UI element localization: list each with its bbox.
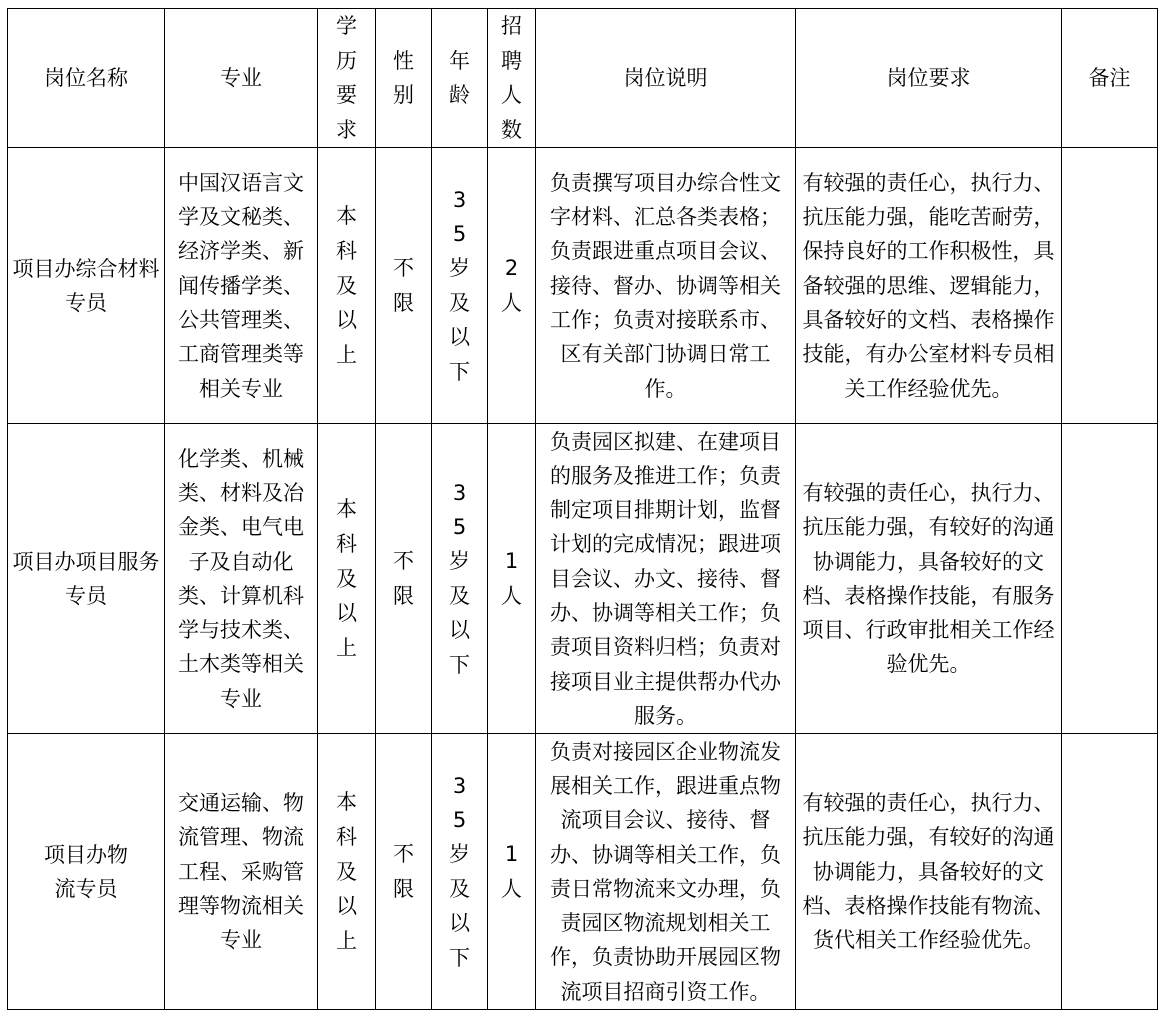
cell-gender-text: 不限 <box>393 842 414 901</box>
cell-remarks <box>1062 734 1158 1010</box>
cell-education-text: 本科及以上 <box>336 790 357 953</box>
header-remarks: 备注 <box>1062 9 1158 148</box>
cell-major: 交通运输、物流管理、物流工程、采购管理等物流相关专业 <box>165 734 318 1010</box>
cell-name <box>8 734 165 1010</box>
header-requirements: 岗位要求 <box>796 9 1062 148</box>
cell-name <box>8 148 165 424</box>
cell-name-text: 项目办项目服务专员 <box>12 549 160 608</box>
cell-description: 负责对接园区企业物流发展相关工作，跟进重点物流项目会议、接待、督办、协调等相关工作，负责日常物流来文办理，负责园区物流规划相关工作，负责协助开展园区物流项目招商引资工作。 <box>536 734 796 1010</box>
cell-requirements: 有较强的责任心，执行力、抗压能力强，有较好的沟通协调能力，具备较好的文档、表格操作技能，有服务项目、行政审批相关工作经验优先。 <box>796 424 1062 734</box>
cell-gender <box>376 424 432 734</box>
header-age <box>432 9 488 148</box>
cell-education-text: 本科及以上 <box>336 204 357 367</box>
header-gender-text: 性别 <box>393 48 414 108</box>
header-row <box>8 9 1158 148</box>
cell-count <box>488 148 536 424</box>
header-age-text: 年龄 <box>449 48 470 108</box>
cell-education <box>318 148 376 424</box>
cell-gender <box>376 148 432 424</box>
cell-count-text: 2人 <box>501 256 522 315</box>
cell-age-text: 35岁及以下 <box>449 187 470 384</box>
cell-description: 负责园区拟建、在建项目的服务及推进工作；负责制定项目排期计划，监督计划的完成情况；跟进项目会议、办文、接待、督办、协调等相关工作；负责项目资料归档；负责对接项目业主提供帮办代办服务。 <box>536 424 796 734</box>
cell-count-text: 1人 <box>501 549 522 608</box>
cell-name-text: 项目办物流专员 <box>44 842 128 901</box>
cell-remarks <box>1062 148 1158 424</box>
header-count <box>488 9 536 148</box>
cell-gender-text: 不限 <box>393 549 414 608</box>
cell-age-text: 35岁及以下 <box>449 773 470 970</box>
cell-gender-text: 不限 <box>393 256 414 315</box>
header-gender <box>376 9 432 148</box>
cell-requirements: 有较强的责任心，执行力、抗压能力强，有较好的沟通协调能力，具备较好的文档、表格操作技能有物流、货代相关工作经验优先。 <box>796 734 1062 1010</box>
cell-education <box>318 734 376 1010</box>
cell-gender <box>376 734 432 1010</box>
cell-name-text: 项目办综合材料专员 <box>12 256 160 315</box>
cell-major: 化学类、机械类、材料及冶金类、电气电子及自动化类、计算机科学与技术类、土木类等相关专业 <box>165 424 318 734</box>
table-row <box>8 734 1158 1010</box>
recruitment-table <box>7 8 1158 1010</box>
cell-age <box>432 148 488 424</box>
cell-description: 负责撰写项目办综合性文字材料、汇总各类表格；负责跟进重点项目会议、接待、督办、协调等相关工作；负责对接联系市、区有关部门协调日常工作。 <box>536 148 796 424</box>
cell-age-text: 35岁及以下 <box>449 480 470 677</box>
header-education-text: 学历要求 <box>336 14 357 142</box>
cell-count <box>488 734 536 1010</box>
cell-requirements: 有较强的责任心，执行力、抗压能力强，能吃苦耐劳，保持良好的工作积极性，具备较强的思维、逻辑能力，具备较好的文档、表格操作技能，有办公室材料专员相关工作经验优先。 <box>796 148 1062 424</box>
cell-remarks <box>1062 424 1158 734</box>
header-name: 岗位名称 <box>8 9 165 148</box>
cell-age <box>432 424 488 734</box>
cell-age <box>432 734 488 1010</box>
header-major: 专业 <box>165 9 318 148</box>
cell-name <box>8 424 165 734</box>
table-row <box>8 148 1158 424</box>
header-count-text: 招聘人数 <box>501 14 522 142</box>
header-description: 岗位说明 <box>536 9 796 148</box>
cell-education <box>318 424 376 734</box>
table-row <box>8 424 1158 734</box>
cell-education-text: 本科及以上 <box>336 497 357 660</box>
header-education <box>318 9 376 148</box>
cell-count-text: 1人 <box>501 842 522 901</box>
cell-count <box>488 424 536 734</box>
cell-major: 中国汉语言文学及文秘类、经济学类、新闻传播学类、公共管理类、工商管理类等相关专业 <box>165 148 318 424</box>
